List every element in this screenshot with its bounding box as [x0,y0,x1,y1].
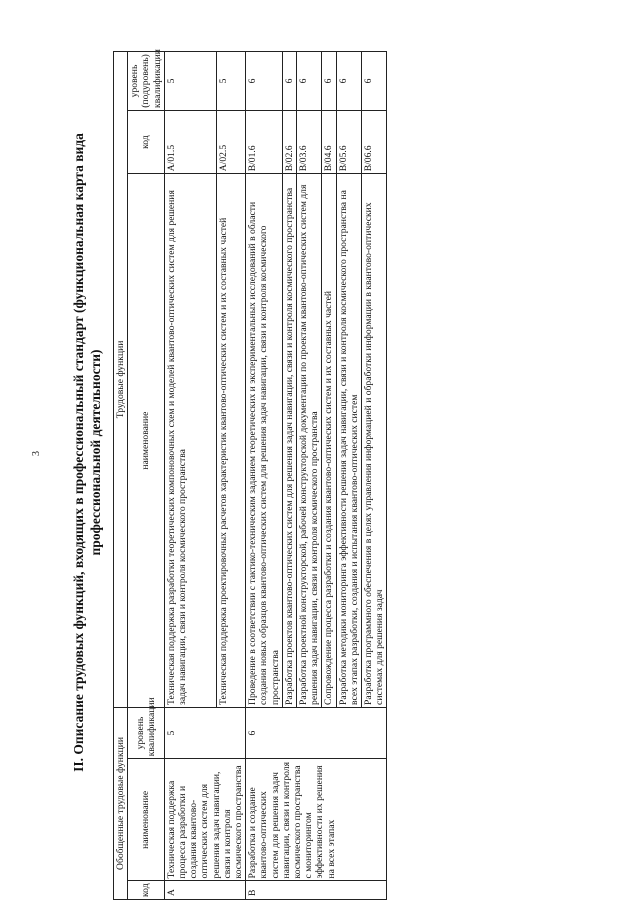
function-level: 6 [322,52,336,111]
title-line-1: II. Описание трудовых функций, входящих в профессиональный стандарт (функциональная карта вида [71,133,86,772]
header-labor: Трудовые функции [114,52,128,708]
functional-map-table [113,51,387,900]
function-code: B/02.6 [282,110,296,173]
table-row [246,52,283,900]
function-code: B/04.6 [322,110,336,173]
header-gen-code: код [128,881,165,900]
group-code: A [164,881,245,900]
function-code: B/01.6 [246,110,283,173]
header-gen-level: уровень квалификации [128,707,165,758]
section-title [70,0,104,905]
function-level: 6 [336,52,361,111]
header-row-1 [114,52,128,900]
header-fn-level: уровень (подуровень) квалификации [128,52,165,111]
title-line-2: профессиональной деятельности) [88,349,103,556]
page-number: 3 [31,451,42,456]
group-name: Разработка и создание квантово-оптических систем для решения задач навигации, связи и контроля космического пространства с мониторингом эффективности их решения на всех этапах [246,759,387,881]
function-code: B/05.6 [336,110,361,173]
function-name: Техническая поддержка разработки теоретических компоновочных схем и моделей квантово-оптических систем для решения задач навигации, связи и контроля космического пространства [164,174,216,708]
function-code: A/01.5 [164,110,216,173]
header-fn-name: наименование [128,174,165,708]
function-name: Техническая поддержка проектировочных расчетов характеристик квантово-оптических систем и их составных частей [217,174,246,708]
group-level: 6 [246,707,387,758]
table-row [164,52,216,900]
table-body [164,52,387,900]
function-level: 5 [217,52,246,111]
function-name: Разработка проектной конструкторской, рабочей конструкторской документации по проектам квантово-оптических систем для решения задач навигации, связи и контроля космического пространства [297,174,322,708]
function-level: 6 [282,52,296,111]
function-level: 6 [297,52,322,111]
function-name: Разработка программного обеспечения в целях управления информацией и обработки информации в квантово-оптических системах для решения задач [362,174,387,708]
function-level: 6 [246,52,283,111]
header-generalized: Обобщенные трудовые функции [114,707,128,899]
function-code: B/06.6 [362,110,387,173]
header-gen-name: наименование [128,759,165,881]
function-name: Проведение в соответствии с тактико-техническим заданием теоретических и экспериментальных исследований в области создания новых образцов квантово-оптических систем для решения задач навигации, связи и контроля космического пространства [246,174,283,708]
function-level: 6 [362,52,387,111]
header-fn-code: код [128,110,165,173]
group-name: Техническая поддержка процесса разработки и создания квантово-оптических систем для решения задач навигации, связи и контроля космического пространства [164,759,245,881]
header-row-2 [128,52,165,900]
function-level: 5 [164,52,216,111]
function-name: Разработка методики мониторинга эффективности решения задач навигации, связи и контроля космического пространства на всех этапах разработки, создания и испытания квантово-оптических систем [336,174,361,708]
function-code: B/03.6 [297,110,322,173]
group-code: B [246,881,387,900]
group-level: 5 [164,707,245,758]
function-code: A/02.5 [217,110,246,173]
function-name: Разработка проектов квантово-оптических систем для решения задач навигации, связи и контроля космического пространства [282,174,296,708]
function-name: Сопровождение процесса разработки и создания квантово-оптических систем и их составных частей [322,174,336,708]
